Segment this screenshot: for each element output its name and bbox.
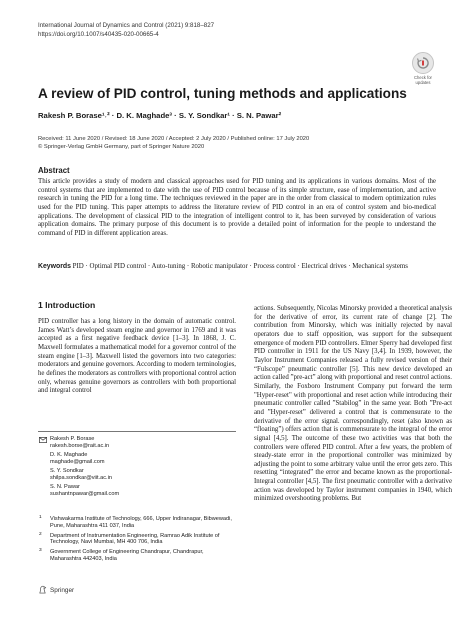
author-contacts <box>38 436 236 500</box>
affiliation-number: 1 <box>39 515 42 520</box>
affiliation-number: 3 <box>39 548 42 554</box>
doi-link[interactable]: https://doi.org/10.1007/s40435-020-00665-4 <box>38 30 159 38</box>
badge-line2: updates <box>415 80 431 85</box>
journal-citation: International Journal of Dynamics and Control (2021) 9:818–827 <box>38 22 215 29</box>
copyright-line: © Springer-Verlag GmbH Germany, part of Springer Nature 2020 <box>38 143 205 150</box>
contact-name: S. N. Pawar <box>50 484 80 491</box>
keywords-list: PID · Optimal PID control · Auto-tuning · Robotic manipulator · Process control · Electrical drives · Mechanical systems <box>72 263 408 270</box>
contact-item <box>38 436 236 450</box>
check-updates-icon <box>412 52 434 74</box>
article-title: A review of PID control, tuning methods and applications <box>38 86 407 101</box>
keywords-label: Keywords <box>38 263 71 270</box>
section-heading: 1 Introduction <box>38 300 96 310</box>
contact-email[interactable]: shilpa.sondkar@viit.ac.in <box>50 474 112 481</box>
contact-name: Rakesh P. Borase <box>50 436 95 442</box>
publication-dates <box>38 136 458 151</box>
affiliation-item <box>38 516 236 530</box>
keywords <box>38 263 436 272</box>
affiliations <box>38 516 236 566</box>
contact-email[interactable]: maghade@gmail.com <box>50 458 105 465</box>
contact-item <box>38 468 236 482</box>
abstract-text: This article provides a study of modern and classical approaches used for PID tuning and its applications in various domains. Most of the control systems that are implemented to date with the use of PID control because of its simple structure, ease of implementation, and active research in tuning the PID for a long time. The techniques reviewed in the paper are in the order from classical to modern optimization rules used for the PID tuning. This paper attempts to address the literature review of PID control in an era of control system and bio-medical applications. The development of classical PID to the integration of intelligent control to it, has been surveyed by consideration of various application domains. The primary purpose of this document is to provide a detailed point of information for the people to understand the command of PID in different application areas. <box>38 178 436 237</box>
journal-header <box>38 22 214 39</box>
affiliation-item <box>38 533 236 547</box>
affiliation-item <box>38 549 236 563</box>
author-list[interactable]: Rakesh P. Borase¹˒² · D. K. Maghade³ · S. Y. Sondkar¹ · S. N. Pawar² <box>38 111 282 120</box>
intro-left-column: PID controller has a long history in the domain of automatic control. James Watt’s developed steam engine and governor in 1769 and it was accepted as a first negative feedback device [1–3]. In 1868, J. C. Maxwell formulates a mathematical model for a governor control of the steam engine [1–3]. Maxwell listed the governors into two categories: moderators and genuine governors. According to modern terminologies, he defines the moderators as controllers with proportional control action only, whereas genuine governors as controllers with both proportional and integral control <box>38 318 236 395</box>
intro-right-column: actions. Subsequently, Nicolas Minorsky provided a theoretical analysis for the derivative of error, its current rate of change [2]. The contribution from Minorsky, which was initially rejected by naval operators due to staff opposition, was support for the subsequent emergence of modern PID controllers. Elmer Sperry had developed first PID controller in 1911 for the US Navy [3,4]. In 1939, however, the Taylor Instrument Companies released a fully revised version of their “Fulscope” pneumatic controller [5]. This new device developed an action called ”pre-act” along with proportional and reset control actions. Similarly, the Foxboro Instrument Company put forward the term "Hyper-reset" with proportional and reset action while introducing their pneumatic controller called ”Stabilog” in the same year. Both ”Pre-act and ”Hyper-reset” delivered a control that is commensurate to the derivative of the error signal. correspondingly, reset (also known as “floating”) offers action that is commensurate to the integral of the error signal [4,5]. The outcome of these two activities was that both the controllers were offered PID control. After a few years, the problem of steady-state error in the proportional controller was minimized by adjusting the point to some arbitrary value until the error gets zero. This resetting “integrated” the error and became known as the proportional-Integral controller [4,5]. The first pneumatic controller with a derivative action was developed by Taylor instrument companies in 1940, which minimized overshooting problems. But <box>254 305 453 503</box>
check-for-updates-badge[interactable] <box>409 52 437 85</box>
affiliation-text: Government College of Engineering Chandrapur, Chandrapur, Maharashtra 442403, India <box>50 549 204 562</box>
contact-email[interactable]: sushantnpawar@gmail.com <box>50 491 120 498</box>
contact-item <box>38 484 236 498</box>
affiliation-text: Vishwakarma Institute of Technology, 666, Upper Indiranagar, Bibwewadi, Pune, Maharashtra 411 037, India <box>50 516 232 529</box>
publisher-footer <box>38 585 74 596</box>
contact-item <box>38 452 236 466</box>
footnote-divider <box>38 431 236 432</box>
publisher-name: Springer <box>50 587 75 594</box>
springer-horse-icon <box>38 585 47 596</box>
history-dates: Received: 11 June 2020 / Revised: 18 June 2020 / Accepted: 2 July 2020 / Published online: 17 July 2020 <box>38 136 310 142</box>
badge-line1: Check for <box>414 75 432 80</box>
abstract-heading: Abstract <box>38 166 70 175</box>
contact-name: S. Y. Sondkar <box>50 468 84 475</box>
affiliation-text: Department of Instrumentation Engineering, Ramrao Adik Institute of Technology, Navi Mumbai, MH 400 706, India <box>50 532 220 546</box>
affiliation-number: 2 <box>39 531 42 537</box>
contact-email[interactable]: rakesh.borse@rait.ac.in <box>50 442 110 449</box>
envelope-icon <box>39 437 47 446</box>
contact-name: D. K. Maghade <box>50 452 88 459</box>
